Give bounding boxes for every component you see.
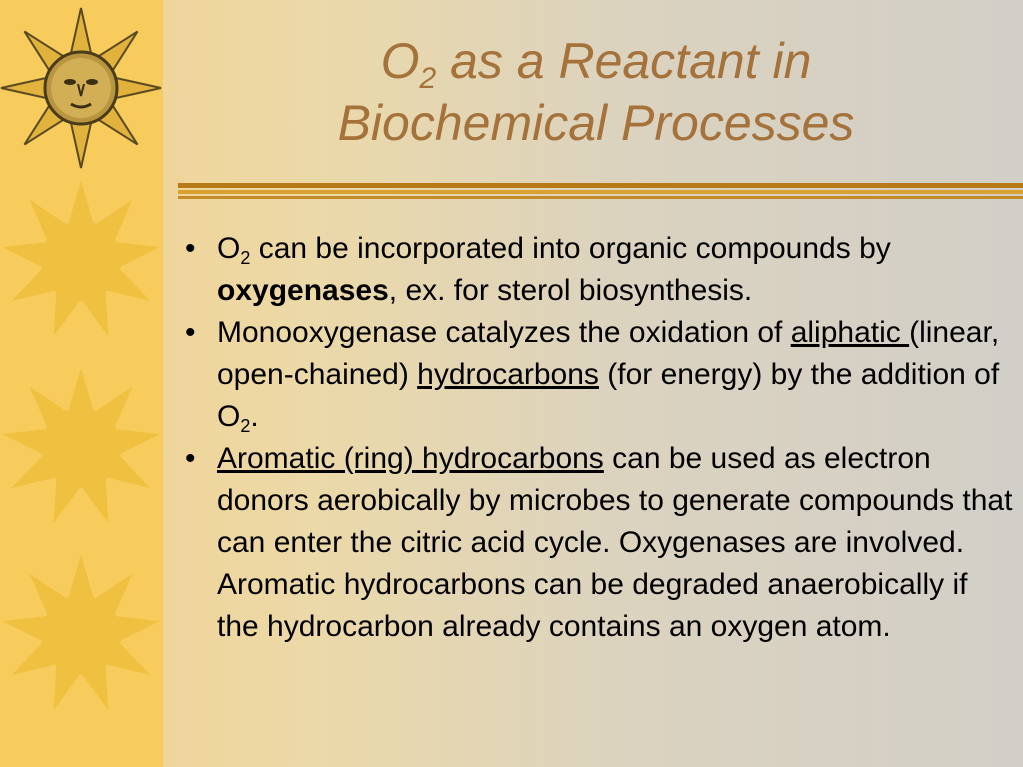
bullet-list <box>183 228 1013 648</box>
bullet-item <box>183 438 1013 648</box>
slide-title <box>200 30 992 154</box>
bullet-text: (for energy) by the addition of O <box>217 358 1000 433</box>
subscript: 2 <box>240 416 251 436</box>
decorative-side-strip <box>0 0 163 767</box>
underlined-term: Aromatic (ring) hydrocarbons <box>217 442 604 475</box>
underlined-term: aliphatic <box>790 316 910 349</box>
bullet-item <box>183 312 1013 438</box>
bullet-item <box>183 228 1013 312</box>
bullet-text: (linear, open-chained) <box>217 316 1000 391</box>
title-o: O <box>380 33 420 89</box>
bullet-marker: • <box>185 316 196 349</box>
sun-icon <box>0 365 164 531</box>
bullet-text: , ex. for sterol biosynthesis. <box>388 274 753 307</box>
bullet-text: . <box>250 400 259 433</box>
bullet-text: Monooxygenase catalyzes the oxidation of <box>217 316 791 349</box>
bold-term: oxygenases <box>217 274 389 307</box>
title-line-1-rest: as a Reactant in <box>436 33 812 89</box>
title-line-1 <box>200 30 992 95</box>
subscript: 2 <box>240 248 251 268</box>
sun-icon <box>0 178 164 344</box>
sun-icon <box>0 552 164 718</box>
sun-face-icon <box>0 5 164 171</box>
bullet-text: can be incorporated into organic compounds by <box>250 232 891 265</box>
title-line-2: Biochemical Processes <box>337 95 855 151</box>
bullet-marker: • <box>185 442 196 475</box>
bullet-text: O <box>217 232 241 265</box>
bullet-text: can be used as electron donors aerobically by microbes to generate compounds that can enter the citric acid cycle. Oxygenases are involved. Aromatic hydrocarbons can be degraded anaerobically if the hydrocarbon already contains an oxygen atom. <box>217 442 1013 643</box>
title-subscript: 2 <box>419 62 437 95</box>
bullet-marker: • <box>185 232 196 265</box>
title-divider <box>178 183 1023 201</box>
underlined-term: hydrocarbons <box>417 358 599 391</box>
